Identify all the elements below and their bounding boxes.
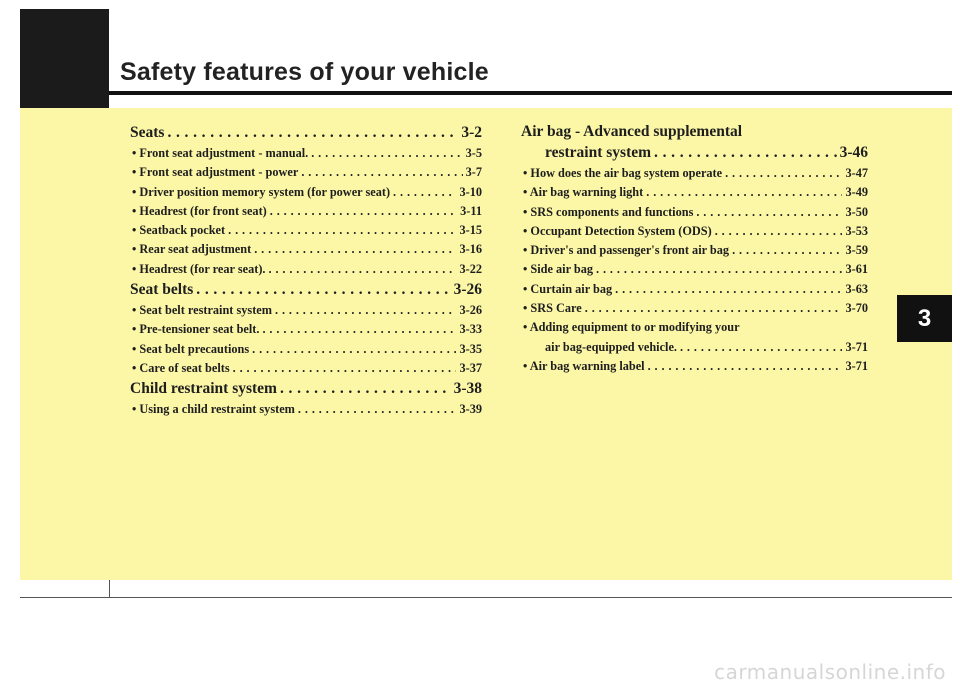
toc-leader [254, 240, 456, 259]
toc-page: 3-47 [845, 166, 868, 180]
toc-leader [270, 202, 457, 221]
toc-page: 3-61 [845, 262, 868, 277]
toc-leader [233, 359, 457, 378]
toc-leader [696, 203, 842, 222]
toc-page: 3-26 [453, 281, 482, 299]
toc-leader [648, 357, 843, 376]
toc-entry[interactable] [130, 202, 482, 221]
toc-label: • Driver position memory system (for power seat) [132, 184, 391, 199]
toc-leader [269, 260, 457, 279]
chapter-tab-block [20, 9, 109, 108]
toc-entry[interactable] [130, 400, 482, 419]
toc-entry-adding-equipment[interactable]: • Adding equipment to or modifying your [523, 320, 740, 335]
toc-label: Child restraint system [130, 380, 277, 398]
toc-label: • SRS components and functions [523, 204, 694, 219]
toc-label: Seat belts [130, 281, 194, 299]
toc-label: • Pre-tensioner seat belt. [132, 322, 260, 337]
toc-label: Seats [130, 124, 165, 141]
toc-leader [311, 144, 462, 163]
toc-page: 3-15 [459, 223, 482, 238]
watermark: carmanualsonline.info [714, 660, 946, 684]
toc-entry[interactable] [130, 144, 482, 163]
toc-page: 3-53 [845, 223, 868, 238]
toc-label: • Air bag warning label [523, 358, 645, 373]
toc-label: • SRS Care [523, 301, 582, 316]
toc-page: 3-5 [465, 146, 482, 160]
toc-entry[interactable] [130, 301, 482, 320]
toc-right-column [521, 122, 868, 376]
toc-label: • Headrest (for rear seat). [132, 261, 266, 276]
toc-entry[interactable] [521, 260, 868, 279]
toc-leader [393, 183, 456, 202]
toc-entry[interactable] [130, 340, 482, 359]
toc-leader [275, 301, 456, 320]
toc-page: 3-33 [459, 322, 482, 337]
toc-entry[interactable] [130, 260, 482, 279]
toc-label: • Headrest (for front seat) [132, 203, 267, 218]
toc-label: • Front seat adjustment - manual. [132, 146, 309, 160]
toc-page: 3-37 [459, 360, 482, 375]
toc-label: • Seat belt restraint system [132, 303, 272, 318]
toc-leader [280, 378, 451, 400]
toc-leader [680, 338, 842, 357]
toc-page: 3-39 [459, 402, 482, 417]
toc-leader [585, 299, 843, 318]
title-underline [109, 91, 952, 95]
toc-leader [252, 340, 456, 359]
toc-leader [725, 164, 842, 183]
toc-page: 3-49 [845, 185, 868, 200]
toc-page: 3-22 [459, 261, 482, 276]
toc-label: • Front seat adjustment - power [132, 165, 299, 180]
toc-label: restraint system [545, 144, 652, 161]
toc-page: 3-2 [461, 124, 482, 141]
toc-entry[interactable] [521, 241, 868, 260]
toc-entry[interactable] [130, 240, 482, 259]
toc-label: • Occupant Detection System (ODS) [523, 223, 712, 238]
toc-page: 3-59 [845, 243, 868, 258]
toc-page: 3-38 [453, 380, 482, 398]
toc-leader [646, 183, 842, 202]
toc-page: 3-71 [845, 358, 868, 373]
toc-heading-airbag[interactable]: Air bag - Advanced supplemental [521, 123, 743, 140]
toc-entry[interactable] [130, 320, 482, 339]
toc-leader [298, 400, 457, 419]
toc-entry[interactable] [521, 183, 868, 202]
toc-entry[interactable] [130, 122, 482, 144]
toc-leader [301, 163, 462, 182]
toc-label: • Care of seat belts [132, 360, 230, 375]
toc-label: • Side air bag [523, 262, 594, 277]
toc-entry[interactable] [521, 299, 868, 318]
toc-leader [732, 241, 842, 260]
toc-entry[interactable] [521, 142, 868, 164]
toc-leader [167, 122, 458, 144]
toc-entry[interactable] [521, 222, 868, 241]
toc-page: 3-70 [845, 301, 868, 316]
toc-label: • Curtain air bag [523, 281, 613, 296]
toc-label: air bag-equipped vehicle. [545, 339, 677, 354]
toc-label: • Seatback pocket [132, 223, 226, 238]
toc-left-column [130, 122, 482, 420]
toc-label: • How does the air bag system operate [523, 166, 723, 180]
toc-entry[interactable] [521, 203, 868, 222]
toc-page: 3-7 [465, 165, 482, 180]
chapter-badge: 3 [897, 295, 952, 342]
toc-page: 3-46 [839, 144, 868, 161]
footer-rule [20, 597, 952, 598]
toc-leader [654, 142, 837, 164]
toc-label: • Air bag warning light [523, 185, 644, 200]
toc-label: • Rear seat adjustment [132, 242, 252, 257]
toc-page: 3-11 [460, 203, 482, 218]
page-title: Safety features of your vehicle [120, 58, 489, 86]
toc-leader [615, 280, 842, 299]
toc-entry[interactable] [521, 164, 868, 183]
toc-entry[interactable] [130, 163, 482, 182]
toc-leader [596, 260, 842, 279]
toc-label: • Using a child restraint system [132, 402, 295, 417]
toc-page: 3-26 [459, 303, 482, 318]
toc-page: 3-10 [459, 184, 482, 199]
toc-entry[interactable] [130, 279, 482, 301]
toc-entry[interactable] [130, 183, 482, 202]
toc-page: 3-35 [459, 341, 482, 356]
toc-entry[interactable] [130, 359, 482, 378]
toc-entry[interactable] [130, 378, 482, 400]
toc-leader [196, 279, 450, 301]
toc-label: • Seat belt precautions [132, 341, 250, 356]
toc-entry[interactable] [130, 221, 482, 240]
toc-leader [715, 222, 843, 241]
toc-entry[interactable] [521, 357, 868, 376]
toc-leader [262, 320, 456, 339]
toc-page: 3-71 [845, 339, 868, 354]
toc-leader [228, 221, 456, 240]
toc-page: 3-63 [845, 281, 868, 296]
footer-vertical-rule [109, 580, 110, 598]
toc-page: 3-16 [459, 242, 482, 257]
toc-entry[interactable] [521, 338, 868, 357]
toc-page: 3-50 [845, 204, 868, 219]
toc-entry[interactable] [521, 280, 868, 299]
toc-label: • Driver's and passenger's front air bag [523, 243, 730, 258]
